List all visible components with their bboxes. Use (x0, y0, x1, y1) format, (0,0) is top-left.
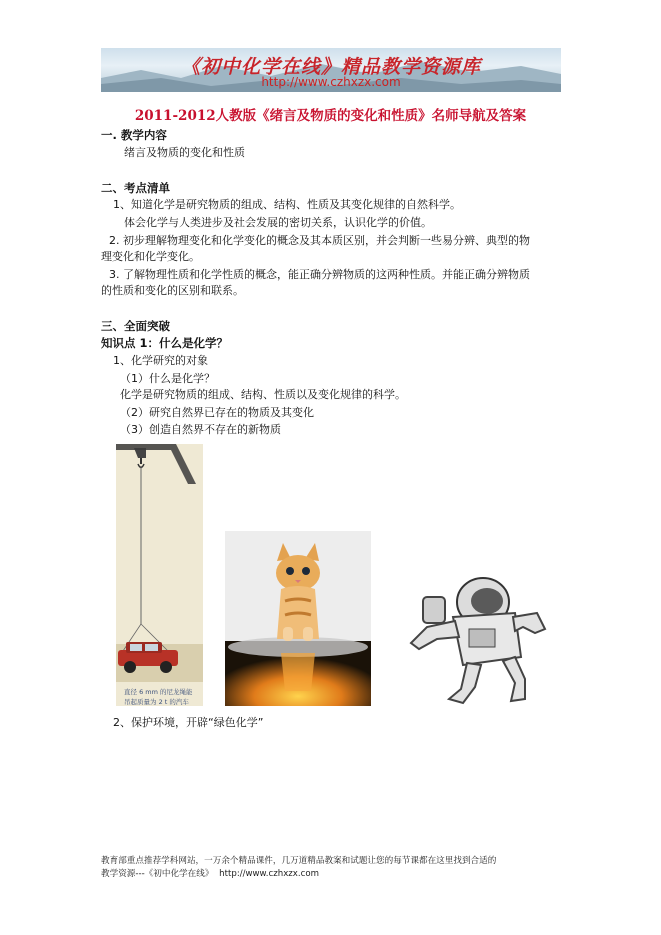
checklist-item: 2. 初步理解物理变化和化学变化的概念及其本质区别，并会判断一些易分辨、典型的物 (109, 234, 530, 247)
study-line: 化学是研究物质的组成、结构、性质以及变化规律的科学。 (120, 388, 406, 401)
checklist-item: 1、知道化学是研究物质的组成、结构、性质及其变化规律的自然科学。 (113, 198, 461, 211)
section-heading-breakthrough: 三、全面突破 (101, 319, 170, 333)
kitten-icon (225, 531, 371, 706)
astronaut-icon (403, 557, 550, 707)
crane-car-icon (116, 444, 203, 706)
document-title: 2011-2012人教版《绪言及物质的变化和性质》名师导航及答案 (134, 108, 527, 124)
footer (101, 855, 496, 881)
astronaut-photo (403, 557, 550, 707)
knowledge-point-heading: 知识点 1：什么是化学？ (101, 336, 229, 350)
crane-car-photo (116, 444, 203, 706)
checklist-item: 理变化和化学变化。 (101, 250, 200, 263)
checklist-item: 3. 了解物理性质和化学性质的概念，能正确分辨物质的这两种性质。并能正确分辨物质 (109, 268, 530, 281)
footer-url-link[interactable]: http://www.czhxzx.com (219, 869, 319, 879)
footer-source-label: 教学资源---《初中化学在线》 (101, 869, 214, 879)
banner-url[interactable]: http://www.czhxzx.com (261, 75, 401, 89)
kitten-mirror-photo (225, 531, 371, 706)
header-banner (101, 48, 561, 92)
footer-line-2 (101, 868, 496, 881)
photo-caption: 直径 6 mm 的尼龙绳能 (124, 688, 193, 696)
green-chemistry-line: 2、保护环境，开辟“绿色化学” (113, 716, 264, 729)
section-content-text: 绪言及物质的变化和性质 (124, 146, 245, 159)
study-line: （3）创造自然界不存在的新物质 (120, 423, 281, 436)
photo-caption: 吊起质量为 2 t 的汽车 (124, 698, 189, 706)
checklist-item: 体会化学与人类进步及社会发展的密切关系，认识化学的价值。 (124, 216, 432, 229)
study-line: （2）研究自然界已存在的物质及其变化 (120, 406, 314, 419)
section-heading-checklist: 二、考点清单 (101, 181, 170, 195)
study-line: 1、化学研究的对象 (113, 354, 208, 367)
section-heading-content: 一. 教学内容 (101, 128, 167, 142)
study-line: （1）什么是化学？ (120, 372, 215, 385)
checklist-item: 的性质和变化的区别和联系。 (101, 284, 244, 297)
banner-title: 《初中化学在线》精品教学资源库 (180, 56, 481, 78)
footer-line: 教育部重点推荐学科网站，一万余个精品课件，几万道精品教案和试题让您的每节课都在这里找到合适的 (101, 856, 497, 866)
